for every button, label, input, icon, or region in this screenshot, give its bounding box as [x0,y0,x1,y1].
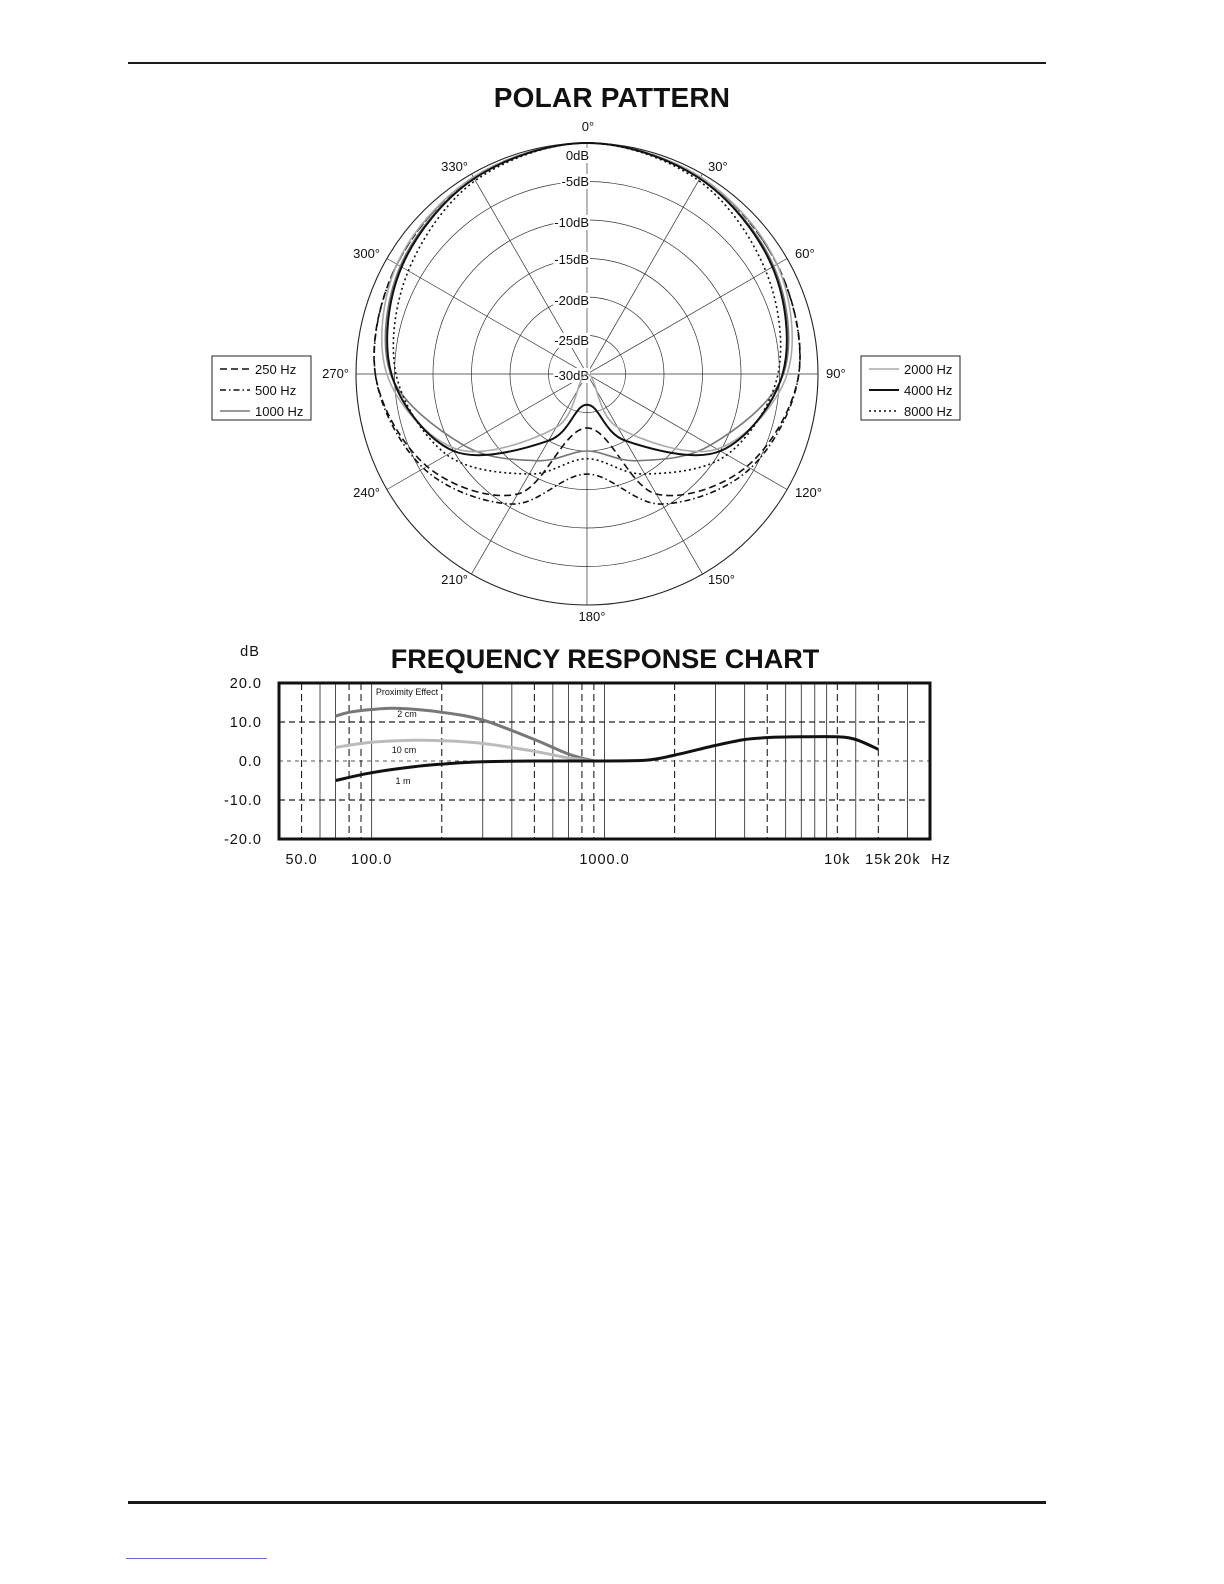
polar-ring-label: -20dB [554,293,589,308]
polar-ring-label: -25dB [554,333,589,348]
footer-link-underline[interactable] [126,1558,267,1559]
freq-curve-label: 1 m [395,776,411,786]
polar-angle-label: 300° [353,246,380,261]
freq-series-1-m [336,737,879,781]
polar-angle-label: 60° [795,246,815,261]
freq-x-tick: 50.0 [285,852,318,868]
freq-y-tick: -10.0 [223,793,262,809]
polar-ring-label: 0dB [565,148,589,163]
polar-angle-label: 330° [441,159,468,174]
polar-ring-label: -15dB [554,252,589,267]
polar-ring-label: -5dB [561,174,589,189]
legend-label: 4000 Hz [904,383,953,398]
polar-angle-label: 210° [441,572,468,587]
freq-curves [336,708,879,780]
freq-y-tick: 10.0 [229,715,262,731]
polar-angle-label: 30° [708,159,728,174]
polar-angle-label: 270° [322,366,349,381]
legend-label: 250 Hz [255,362,297,377]
freq-series-2-cm [336,708,594,761]
polar-angle-label: 120° [795,485,822,500]
legend-label: 500 Hz [255,383,297,398]
legend-label: 8000 Hz [904,404,953,419]
polar-angle-label: 90° [826,366,846,381]
freq-x-tick: 100.0 [351,852,393,868]
polar-ring-label: -30dB [554,368,589,383]
frequency-chart-title: FREQUENCY RESPONSE CHART [390,644,820,674]
proximity-effect-label: Proximity Effect [375,687,439,697]
freq-curve-label: 10 cm [391,745,417,755]
bottom-rule [128,1501,1046,1504]
freq-x-unit: Hz [931,852,951,868]
polar-angle-label: 240° [353,485,380,500]
freq-series-10-cm [336,740,594,761]
freq-y-unit: dB [240,644,260,660]
freq-y-tick: 0.0 [238,754,262,770]
freq-y-tick: 20.0 [229,676,262,692]
freq-y-tick: -20.0 [223,832,262,848]
legend-label: 2000 Hz [904,362,953,377]
freq-x-tick: 10k [824,852,851,868]
polar-angle-label: 180° [578,609,606,624]
freq-curve-label: 2 cm [397,709,417,719]
legend-label: 1000 Hz [255,404,304,419]
freq-x-tick: 1000.0 [579,852,630,868]
freq-x-tick: 15k [865,852,892,868]
polar-ring-label: -10dB [554,215,589,230]
polar-chart-title: POLAR PATTERN [493,82,731,113]
freq-x-tick: 20k [894,852,921,868]
polar-angle-label: 150° [708,572,735,587]
polar-angle-label: 0° [581,119,595,134]
